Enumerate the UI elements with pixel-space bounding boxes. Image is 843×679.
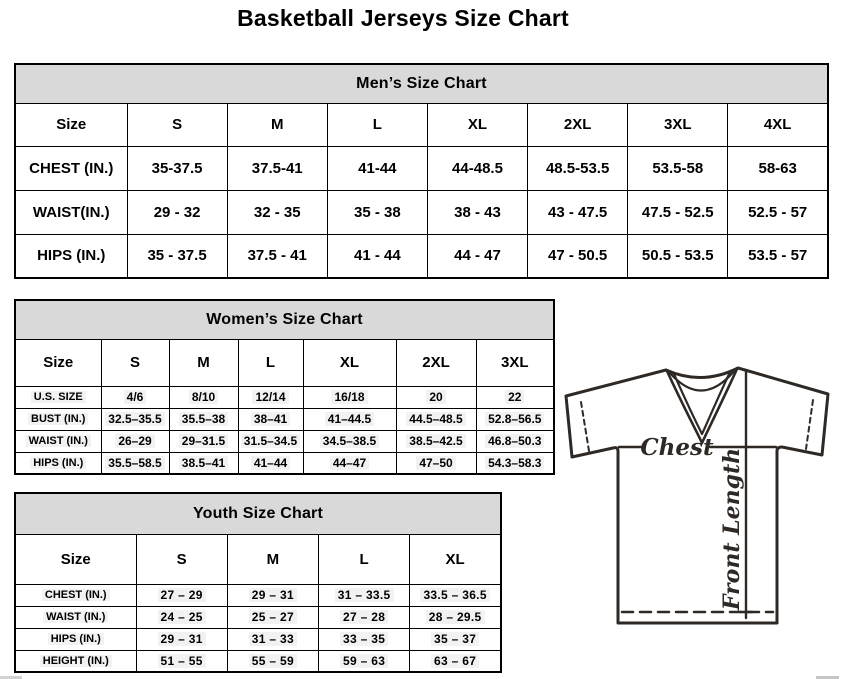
size-cell	[238, 430, 303, 452]
cell-text: 31 – 33	[249, 632, 297, 646]
cell-text: 27 – 29	[158, 588, 206, 602]
cell-text: 47–50	[416, 456, 455, 470]
row-label	[15, 628, 136, 650]
column-header: L	[319, 534, 410, 584]
cell-text: 29 – 31	[158, 632, 206, 646]
column-header: S	[127, 103, 227, 146]
row-label	[15, 650, 136, 672]
cell-text: BUST (IN.)	[28, 413, 88, 425]
cell-text: 24 – 25	[158, 610, 206, 624]
cell-text: 35 – 37	[431, 632, 479, 646]
size-cell	[101, 408, 169, 430]
table-title-row	[15, 300, 554, 339]
size-cell: 50.5 - 53.5	[628, 234, 728, 278]
jersey-diagram	[556, 356, 838, 676]
cell-text: 41–44.5	[325, 412, 374, 426]
size-corner-header: Size	[15, 339, 101, 386]
page-title: Basketball Jerseys Size Chart	[237, 5, 569, 31]
left-cuff-dash	[581, 402, 589, 451]
size-header-row	[15, 103, 828, 146]
chest-label: Chest	[640, 434, 714, 461]
cell-text: 32.5–35.5	[105, 412, 164, 426]
cell-text: HIPS (IN.)	[48, 633, 104, 645]
size-cell	[238, 452, 303, 474]
size-cell	[410, 628, 501, 650]
size-cell	[169, 430, 238, 452]
cell-text: 31.5–34.5	[241, 434, 300, 448]
size-cell	[101, 430, 169, 452]
size-cell	[227, 628, 318, 650]
size-cell: 43 - 47.5	[528, 190, 628, 234]
table-row	[15, 606, 501, 628]
size-cell	[410, 584, 501, 606]
cell-text: 28 – 29.5	[426, 610, 485, 624]
column-header: XL	[410, 534, 501, 584]
row-label: HIPS (IN.)	[15, 234, 127, 278]
cell-text: 51 – 55	[158, 654, 206, 668]
column-header: XL	[427, 103, 527, 146]
size-cell	[319, 606, 410, 628]
size-cell: 41-44	[327, 146, 427, 190]
size-cell	[476, 452, 554, 474]
cell-text: 38–41	[251, 412, 290, 426]
column-header: 3XL	[628, 103, 728, 146]
size-cell: 44 - 47	[427, 234, 527, 278]
column-header: XL	[303, 339, 396, 386]
size-cell	[410, 650, 501, 672]
row-label: WAIST(IN.)	[15, 190, 127, 234]
column-header: L	[238, 339, 303, 386]
cell-text: 54.3–58.3	[485, 456, 544, 470]
size-cell: 44-48.5	[427, 146, 527, 190]
table-row	[15, 430, 554, 452]
size-cell: 58-63	[728, 146, 828, 190]
size-cell: 32 - 35	[227, 190, 327, 234]
size-cell	[303, 408, 396, 430]
cell-text: 33 – 35	[340, 632, 388, 646]
size-cell	[396, 452, 476, 474]
cell-text: 35.5–58.5	[105, 456, 164, 470]
size-cell: 47 - 50.5	[528, 234, 628, 278]
size-cell	[227, 606, 318, 628]
size-cell	[303, 430, 396, 452]
column-header: 4XL	[728, 103, 828, 146]
row-label	[15, 606, 136, 628]
size-cell	[476, 430, 554, 452]
size-header-row	[15, 534, 501, 584]
youth-size-table	[14, 492, 502, 673]
size-cell	[319, 628, 410, 650]
table-title: Youth Size Chart	[15, 493, 501, 534]
row-label	[15, 430, 101, 452]
mens-size-table	[14, 63, 829, 279]
column-header: S	[136, 534, 227, 584]
cell-text: HEIGHT (IN.)	[40, 655, 112, 667]
cell-text: 4/6	[124, 390, 147, 404]
size-cell	[303, 452, 396, 474]
cell-text: WAIST (IN.)	[43, 611, 108, 623]
size-corner-header: Size	[15, 103, 127, 146]
size-cell: 53.5-58	[628, 146, 728, 190]
cell-text: 59 – 63	[340, 654, 388, 668]
cell-text: 31 – 33.5	[335, 588, 394, 602]
cell-text: 44.5–48.5	[406, 412, 465, 426]
column-header: M	[227, 534, 318, 584]
cell-text: WAIST (IN.)	[26, 435, 91, 447]
table-row	[15, 386, 554, 408]
size-cell	[476, 386, 554, 408]
cell-text: 44–47	[330, 456, 369, 470]
cell-text: 22	[505, 390, 524, 404]
cell-text: 8/10	[189, 390, 218, 404]
size-cell	[169, 386, 238, 408]
mens-size-chart-section	[14, 63, 829, 279]
table-title: Men’s Size Chart	[15, 64, 828, 103]
size-cell: 53.5 - 57	[728, 234, 828, 278]
size-cell	[101, 452, 169, 474]
cell-text: CHEST (IN.)	[42, 589, 110, 601]
table-title: Women’s Size Chart	[15, 300, 554, 339]
table-row	[15, 628, 501, 650]
size-cell: 29 - 32	[127, 190, 227, 234]
size-cell: 41 - 44	[327, 234, 427, 278]
cell-text: 34.5–38.5	[320, 434, 379, 448]
column-header: 3XL	[476, 339, 554, 386]
size-cell: 38 - 43	[427, 190, 527, 234]
row-label: CHEST (IN.)	[15, 146, 127, 190]
size-cell	[136, 584, 227, 606]
row-label	[15, 386, 101, 408]
cell-text: 29–31.5	[179, 434, 228, 448]
cell-text: 63 – 67	[431, 654, 479, 668]
cell-text: 27 – 28	[340, 610, 388, 624]
column-header: S	[101, 339, 169, 386]
cell-text: 46.8–50.3	[485, 434, 544, 448]
cell-text: 55 – 59	[249, 654, 297, 668]
size-cell: 48.5-53.5	[528, 146, 628, 190]
table-row	[15, 650, 501, 672]
cell-text: 35.5–38	[179, 412, 228, 426]
cell-text: 33.5 – 36.5	[420, 588, 489, 602]
size-cell	[169, 408, 238, 430]
cell-text: 38.5–42.5	[406, 434, 465, 448]
size-cell	[396, 386, 476, 408]
cell-text: 26–29	[115, 434, 154, 448]
size-cell	[227, 650, 318, 672]
cell-text: 29 – 31	[249, 588, 297, 602]
column-header: 2XL	[528, 103, 628, 146]
size-header-row	[15, 339, 554, 386]
size-cell	[396, 408, 476, 430]
size-cell	[136, 606, 227, 628]
size-cell: 35-37.5	[127, 146, 227, 190]
table-row	[15, 408, 554, 430]
youth-size-chart-section	[14, 492, 502, 673]
cell-text: 41–44	[251, 456, 290, 470]
size-corner-header: Size	[15, 534, 136, 584]
cell-text: 25 – 27	[249, 610, 297, 624]
size-cell: 35 - 37.5	[127, 234, 227, 278]
womens-size-table	[14, 299, 555, 475]
size-cell	[238, 386, 303, 408]
size-cell	[396, 430, 476, 452]
table-row	[15, 584, 501, 606]
size-cell	[319, 584, 410, 606]
table-row	[15, 234, 828, 278]
cell-text: 38.5–41	[179, 456, 228, 470]
size-cell	[410, 606, 501, 628]
front-length-label: Front Length	[719, 447, 745, 611]
table-title-row	[15, 493, 501, 534]
cell-text: U.S. SIZE	[31, 391, 86, 403]
size-cell: 47.5 - 52.5	[628, 190, 728, 234]
jersey-outline	[566, 368, 828, 623]
size-cell	[319, 650, 410, 672]
right-cuff-dash	[806, 400, 813, 449]
size-cell: 37.5 - 41	[227, 234, 327, 278]
row-label	[15, 408, 101, 430]
table-title-row	[15, 64, 828, 103]
size-cell	[238, 408, 303, 430]
size-cell	[136, 628, 227, 650]
table-row	[15, 146, 828, 190]
size-cell: 37.5-41	[227, 146, 327, 190]
size-cell	[169, 452, 238, 474]
column-header: M	[227, 103, 327, 146]
size-cell: 35 - 38	[327, 190, 427, 234]
cell-text: 52.8–56.5	[485, 412, 544, 426]
size-cell	[101, 386, 169, 408]
column-header: L	[327, 103, 427, 146]
size-cell	[476, 408, 554, 430]
size-cell	[227, 584, 318, 606]
row-label	[15, 452, 101, 474]
column-header: M	[169, 339, 238, 386]
size-cell: 52.5 - 57	[728, 190, 828, 234]
size-cell	[303, 386, 396, 408]
cell-text: 12/14	[252, 390, 288, 404]
column-header: 2XL	[396, 339, 476, 386]
size-cell	[136, 650, 227, 672]
cell-text: 20	[426, 390, 445, 404]
table-row	[15, 190, 828, 234]
womens-size-chart-section	[14, 299, 555, 475]
cell-text: HIPS (IN.)	[30, 457, 86, 469]
row-label	[15, 584, 136, 606]
cell-text: 16/18	[331, 390, 367, 404]
table-row	[15, 452, 554, 474]
